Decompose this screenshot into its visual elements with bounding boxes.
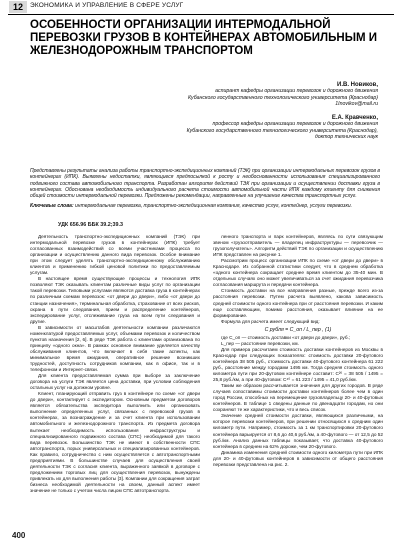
body-paragraph: Рассмотрим процесс организации ИПК по схеме «от двери до двери» в Краснодаре. Из собранной статистики следует, что в среднем обработка «одного контейнера сокращает среднее время клиентом до 35-40 мин. В отдельных случаях оно может увеличиваться за счет ожидания перевозчика согласования маршрута и передачи контейнера.	[213, 258, 383, 288]
body-paragraph: Стоимость доставки на все направления разные, прежде всего из-за расстояния перевозки. Путем расчета выявлено, какова зависимость средней стоимости одного контейнера при от расстояния перевозки. И каким еще составляющим, помимо расстояния, оказывает влияние на ее формирование.	[213, 288, 383, 318]
header-divider	[8, 14, 394, 15]
author-affiliation-line: аспирант кафедры организации перевозок и дорожного движения	[215, 88, 378, 95]
udc-code: УДК 656.96 ББК 39.2;39.3	[58, 222, 124, 228]
keywords	[30, 203, 380, 209]
author-affiliation-line: профессор кафедры организации перевозок и дорожного движения	[212, 121, 378, 128]
body-paragraph: Значение средней стоимости доставки, являющихся различными, на которое перевозки контейнеров, при решении относящихся к средним один километр пути. Например, стоимость за 1 км транспортировки 20-футового контейнера варьируется от 8,6 до 40,6 руб./км, а 40-футового — от 12,5 до 52 руб./км. Анализ данных таблицы показывает, что доставка 40-футового контейнера в среднем на 62% дороже, чем 20-футового.	[213, 413, 383, 449]
author-block-2	[187, 115, 378, 140]
author-affiliation-line: Кубанского государственного технологического университета (Краснодар),	[186, 127, 378, 134]
formula-where: где C_оп — стоимость доставки «от двери до двери», руб.;	[221, 334, 351, 340]
body-paragraph: Для примера рассчитаем стоимость доставки контейнеров из Москвы в Краснодар при следующих показателях: стоимость доставки 20-футового контейнера 38 505 руб., стоимость доставки 40-футового контейнера 61 222 руб., расстояние между городами 1495 км. Тогда средняя стоимость одного километра пути при 20-футовом контейнере составит: C²⁰ = 38 505 / 1495 = 25,8 руб./км, а при 40-футовом: C⁴⁰ = 61 223 / 1495 = 41,0 руб./км.	[213, 346, 383, 383]
body-paragraph: Таким же образом рассчитывается значения для других городов. В ряде случаев сопоставимы стоимости доставки контейнеров более чем в один город России, способных на перемещение грузовладельцу 20- и 40-футовых контейнеров. В таблице 1 сведены данные по двенадцати городам, но они сохраняют те же характеристики, что и весь список.	[213, 383, 383, 413]
body-paragraph: В зависимости от масштабов деятельности компании различаются номенклатурой предоставляемых услуг, объемами перевозок и количеством пунктов назначения [2, 6]. В ряде ТЭК работа с клиентами организована по принципу «одного окна». В рамках основное внимание уделяется качеству обслуживания клиентов, что включает в себя такие аспекты, как минимальное время ожидания, оперативное решение возникших трудностей, доступность сотрудников компании, как в офисе, так и в телефонном и Интернет-связи.	[30, 324, 200, 373]
body-paragraph: Для клиента предоставляемая сумма при выборе за заключение договора на услуги ТЭК является цена доставки, при условии соблюдения остальных услуг на должном уровне.	[30, 373, 200, 391]
body-paragraph: ленного транспорта и парк контейнеров, являясь по сути связующим звеном «грузоотправитель — владелец инфраструктуры — перевозчик — грузополучатель». Алгоритм действий ТЭК по организации и осуществлению ИПК представлен на рисунке 1.	[213, 234, 383, 258]
author-name: Е.А. Кравченко,	[331, 115, 378, 121]
keywords-text: интермодальная перевозка, транспортно-экспедиционная компания, качество услуг, контейнер, услуги перевозки.	[75, 203, 353, 209]
abstract: Представлены результаты анализа работы транспортно-экспедиционных компаний (ТЭК) при организации интермодальных перевозок грузов в контейнерах (ИПК). Выявлены недостатки, являющиеся предпосылкой к росту и необоснованности использования специализированного подвижного состава автомобильного транспорта. Разработан алгоритм действий ТЭК при организации и осуществлении доставки груза в контейнерах. Обоснована необходимость индивидуального расчета стоимости автомобильной части ИПК каждому клиенту для снижения общей стоимости интермодальной перевозки. Предложены рекомендации, направленные на улучшение качества транспортных услуг.	[30, 168, 380, 200]
body-paragraph: Клиент, планирующий отправить груз в контейнере по схеме «от двери до двери», контактирует с экспедитором. Основным предметом договоров является обязательства экспедитора выполнить или организовать выполнение определенных услуг, связанных с перевозкой грузов в контейнерах, за вознаграждение и за счет клиента при использовании автомобильного и железнодорожного транспорта. Из предмета договора вытекает необходимость использования инфраструктуры и специализированного подвижного состава (СПС) необходимой для такого вида перевозок. Большинство ТЭК не имеют в собственности СПС автотранспорта, порых универсальных и специализированных контейнеров. Как правило, сотрудничество с ним осуществляется с автотранспортными предприятиями. В большинстве случаев для осуществления своей деятельности ТЭК с согласия клиента, выраженного заявкой в договоре с предложением торговых лиц для осуществления перевозок, вынуждены привлекать их для выполнения работы [3]. Компании для сокращения затрат бизнеса необходимой деятельности на своем, данный аспект имеет значение не только с учетом числа лицом СПС автотранспорта.	[30, 391, 200, 493]
formula: C рубля = C_оп / L_пер , (1)	[264, 326, 332, 333]
body-column-left	[30, 234, 200, 494]
body-paragraph: Формула для расчета имеет следующий вид:	[221, 318, 320, 324]
journal-title: ЭКОНОМИКА И УПРАВЛЕНИЕ В СФЕРЕ УСЛУГ	[30, 2, 184, 9]
author-affiliation-line: Кубанского государственного технологического университета (Краснодар)	[188, 94, 378, 101]
author-degree: доктор технических наук	[314, 133, 378, 140]
author-name: И.В. Новиков,	[337, 82, 378, 88]
keywords-label: Ключевые слова:	[30, 203, 74, 209]
body-column-right	[213, 234, 383, 468]
author-email[interactable]: 1Inovikov@mail.ru	[335, 100, 378, 107]
formula-where: L_пер — расстояние перевозки, км.	[221, 340, 299, 346]
body-paragraph: Деятельность транспортно-экспедиционных компаний (ТЭК) при интермодальной перевозке грузов в контейнерах (ИПК) требует согласованных взаимодействий со всеми участниками процесса по организации и осуществлению данного вида перевозок. Особое внимание при этом следует уделять транспортно-экспедиционному обслуживанию клиентов и применению гибкой ценовой политики по предоставляемым услугам.	[30, 234, 200, 276]
body-paragraph: В настоящее время существующие процессы и технология ИПК позволяют ТЭК оказывать клиентам различные виды услуг по организации такой перевозки. Типовыми услугами являются доставка груза в контейнерах по различным схемам перевозок: «от двери до двери», либо «от двери до станции назначения», терминальная обработка, страхование от всех рисков, охрана в пути следования, прием и распределение контейнеров, экспедирование услуг, отслеживание груза на всем пути следования и другие.	[30, 276, 200, 324]
body-paragraph: Динамика изменения средней стоимости одного километра пути при ИПК для 20- и 40-футовых контейнеров в зависимости от общего расстояния перевозки представлена на рис. 2.	[213, 449, 383, 467]
article-title: ОСОБЕННОСТИ ОРГАНИЗАЦИИ ИНТЕРМОДАЛЬНОЙ ПЕРЕВОЗКИ ГРУЗОВ В КОНТЕЙНЕРАХ АВТОМОБИЛЬНЫМ И ЖЕЛЕЗНОДОРОЖНЫМ ТРАНСПОРТОМ	[30, 19, 377, 57]
page-number: 400	[12, 531, 26, 540]
author-block-1	[188, 82, 378, 107]
section-badge: 12	[9, 1, 27, 13]
running-header	[0, 0, 402, 11]
